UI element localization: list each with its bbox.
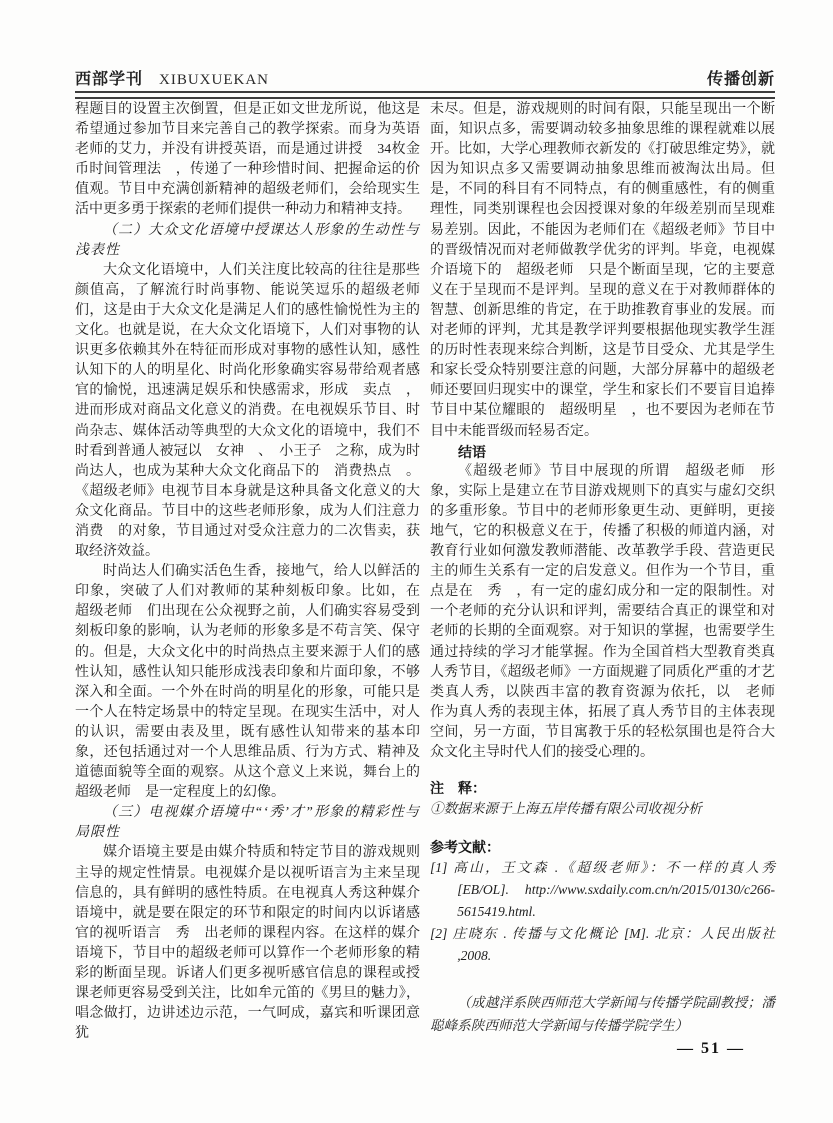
page-header [75,66,775,89]
journal-masthead [75,66,269,89]
notes-heading: 注 释： [430,780,486,797]
header-rule [75,91,775,99]
journal-title-pinyin: XIBUXUEKAN [159,72,270,88]
references-heading: 参考文献： [430,839,500,856]
conclusion-heading: 结语 [458,443,486,460]
paragraph: 未尽。但是，游戏规则的时间有限，只能呈现出一个断面，知识点多，需要调动较多抽象思维的课程就难以展开。比如，大学心理教师衣新发的《打破思维定势》，就因为知识点多又需要调动抽象思维而被淘汰出局。但是，不同的科目有不同特点，有的侧重感性，有的侧重理性，同类别课程也会因授课对象的年级差别而呈现难易差别。因此，不能因为老师们在《超级老师》节目中的晋级情况而对老师做教学优劣的评判。毕竟，电视媒介语境下的 超级老师 只是个断面呈现，它的主要意义在于呈现而不是评判。呈现的意义在于对教师群体的智慧、创新思维的肯定，在于助推教育事业的发展。而对老师的评判，尤其是教学评判要根据他现实教学生涯的历时性表现来综合判断，这是节目受众、尤其是学生和家长受众特别要注意的问题，大部分屏幕中的超级老师还要回归现实中的课堂，学生和家长们不要盲目追捧节目中某位耀眼的 超级明星 ，也不要因为老师在节目中未能晋级而轻易否定。 [430,102,775,439]
page-number: — 51 — [677,1040,745,1057]
section-heading-2: （二）大众文化语境中授课达人形象的生动性与浅表性 [75,222,420,258]
paragraph: 程题目的设置主次倒置，但是正如文世龙所说，他这是希望通过参加节目来完善自己的教学探索。而身为英语老师的艾力，并没有讲授英语，而是通过讲授 34枚金币时间管理法 ，传递了一种珍惜时间、把握命运的价值观。节目中充满创新精神的超级老师们，会给现实生活中更多勇于探索的老师们提供一种动力和精神支持。 [75,102,420,218]
reference-item: [2] 庄晓东 . 传播与文化概论 [M]. 北京：人民出版社 ,2008. [430,926,775,964]
section-label: 传播创新 [706,71,775,88]
note-item: ①数据来源于上海五岸传播有限公司收视分析 [430,801,702,817]
left-column [75,100,434,1044]
author-affiliation: （成越洋系陕西师范大学新闻与传播学院副教授；潘聪峰系陕西师范大学新闻与传播学院学生） [430,995,775,1034]
journal-title: 西部学刊 [75,71,144,88]
paragraph: 媒介语境主要是由媒介特质和特定节目的游戏规则主导的规定性情景。电视媒介是以视听语言为主来呈现信息的，具有鲜明的感性特质。在电视真人秀这种媒介语境中，就是要在限定的环节和限定的时间内以诉诸感官的视听语言 秀 出老师的课程内容。在这样的媒介语境下，节目中的超级老师可以算作一个老师形象的精彩的断面呈现。诉诸人们更多视听感官信息的课程或授课老师更容易受到关注，比如牟元笛的《男旦的魅力》，唱念做打，边讲述边示范，一气呵成，嘉宾和听课团意犹 [75,845,420,1042]
reference-item: [1] 高山，王文森 .《超级老师》：不一样的真人秀 [EB/OL]. http://www.sxdaily.com.cn/n/2015/0130/c266-5615419.html. [430,860,775,920]
paragraph: 大众文化语境中，人们关注度比较高的往往是那些颜值高，了解流行时尚事物、能说笑逗乐的超级老师们，这是由于大众文化是满足人们的感性愉悦性为主的文化。也就是说，在大众文化语境下，人们对事物的认识更多依赖其外在特征而形成对事物的感性认知，感性认知下的人的明星化、时尚化形象确实容易带给观者感官的愉悦，迅速满足娱乐和快感需求，形成 卖点 ，进而形成对商品文化意义的消费。在电视娱乐节目、时尚杂志、媒体活动等典型的大众文化的语境中，我们不时看到普通人被冠以 女神 、 小王子 之称，成为时尚达人，也成为某种大众文化商品下的 消费热点 。《超级老师》电视节目本身就是这种具备文化意义的大众文化商品。节目中的这些老师形象，成为人们注意力 消费 的对象，节目通过对受众注意力的二次售卖，获取经济效益。 [75,262,434,560]
paragraph: 时尚达人们确实活色生香，接地气，给人以鲜活的印象，突破了人们对教师的某种刻板印象。比如，在 超级老师 们出现在公众视野之前，人们确实容易受到刻板印象的影响，认为老师的形象多是不苟言笑、保守的。但是，大众文化中的时尚热点主要来源于人们的感性认知，感性认知只能形成浅表印象和片面印象，不够深入和全面。一个外在时尚的明星化的形象，可能只是一个人在特定场景中的特定呈现。在现实生活中，对人的认识，需要由表及里，既有感性认知带来的基本印象，还包括通过对一个人思维品质、行为方式、精神及道德面貌等全面的观察。从这个意义上来说，舞台上的 超级老师 是一定程度上的幻像。 [75,564,434,801]
right-column [430,100,789,1044]
paragraph: 《超级老师》节目中展现的所谓 超级老师 形象，实际上是建立在节目游戏规则下的真实与虚幻交织的多重形象。节目中的老师形象更生动、更鲜明，更接地气，它的积极意义在于，传播了积极的师道内涵，对教育行业如何激发教师潜能、改革教学手段、营造更民主的师生关系有一定的启发意义。但作为一个节目，重点是在 秀 ，有一定的虚幻成分和一定的限制性。对一个老师的充分认识和评判，需要结合真正的课堂和对老师的长期的全面观察。对于知识的掌握，也需要学生通过持续的学习才能掌握。作为全国首档大型教育类真人秀节目，《超级老师》一方面规避了同质化严重的才艺类真人秀，以陕西丰富的教育资源为依托，以 老师 作为真人秀的表现主体，拓展了真人秀节目的主体表现空间，另一方面，节目寓教于乐的轻松氛围也是符合大众文化主导时代人们的接受心理的。 [430,463,789,760]
section-heading-3: （三）电视媒介语境中“‘秀’才”形象的精彩性与局限性 [75,805,420,841]
article-body [75,100,789,1044]
